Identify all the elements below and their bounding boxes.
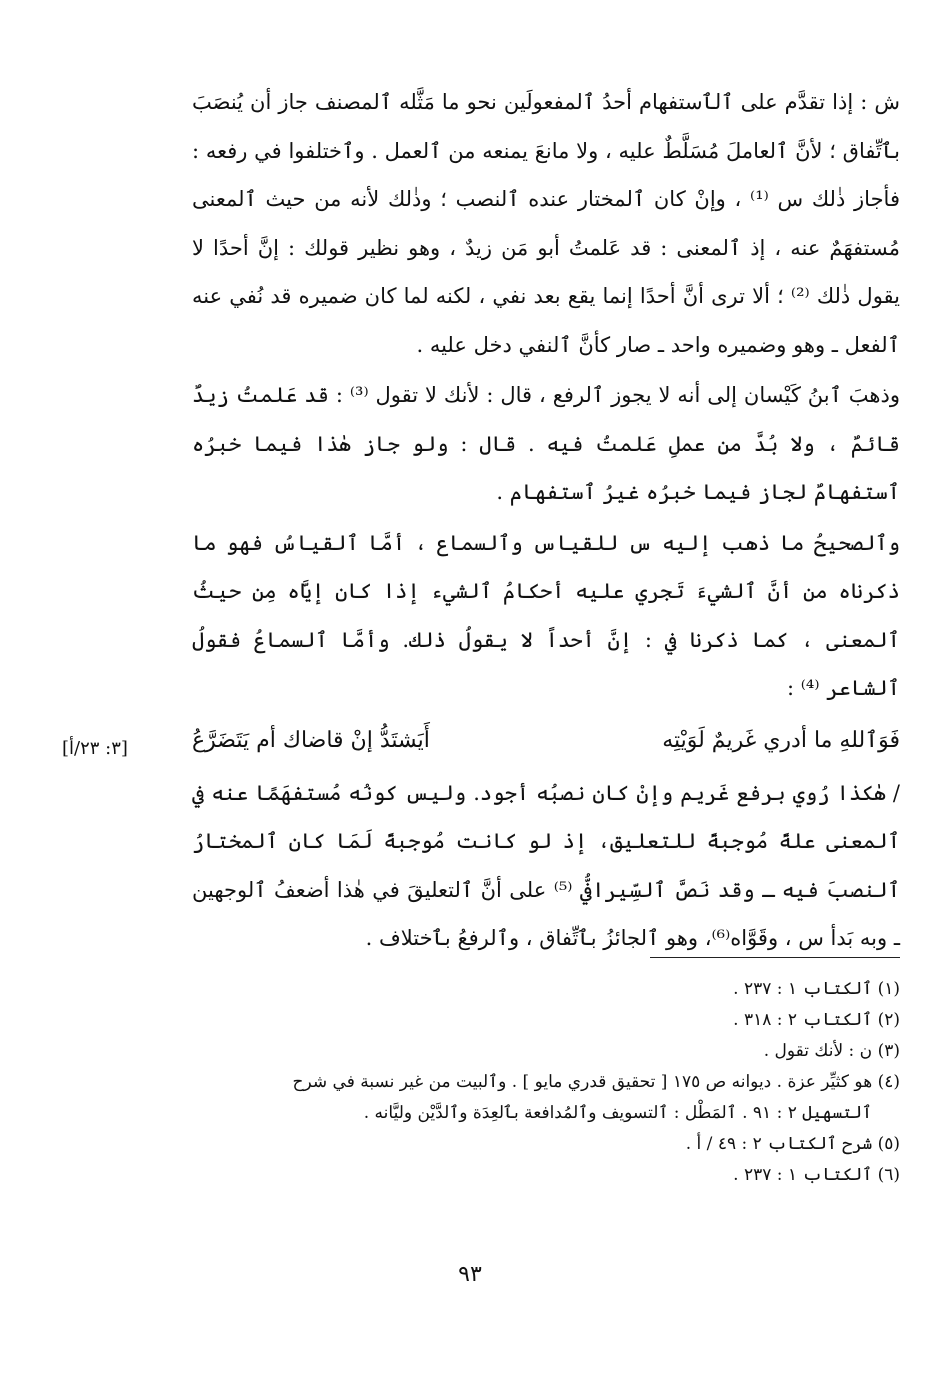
paragraph-3: وٱلصحيحُ ما ذهب إليه س للقياس وٱلسماع ، أمَّا ٱلقياسُ فهو ما ذكرناه من أنَّ ٱلشيءَ تَجري عليه أحكامُ ٱلشيء إذا كان إيَّاه مِن حيثُ ٱلمعنى ، كما ذكرنا في : إنَّ أحداً لا يقولُ ذٰلك. وأمَّا ٱلسماعُ فقولُ ٱلشاعر ⁽⁴⁾ : bbox=[192, 530, 900, 700]
footnote-separator bbox=[650, 957, 900, 958]
footnote-4-continuation: ٱلتسهيل ٢ : ٩١ . ٱلمَطْل : ٱلتسويف وٱلمُدافعة بٱلعِدَة وٱلدَّيْن وليَّانه . bbox=[363, 1103, 872, 1123]
poetry-verse bbox=[192, 717, 900, 765]
paragraph-2: وذهبَ ٱبنُ كَيْسان إلى أنه لا يجوز ٱلرفع ، قال : لأنك لا تقول ⁽³⁾ : قد عَلمتُ زيدٌ قائمٌ ، ولا بُدَّ من عملِ عَلمتُ فيه . قال : ولو جاز هٰذا فيما خبرُه ٱستفهامٌ لجاز فيما خبرُه غيرُ ٱستفهام . bbox=[192, 383, 900, 504]
paragraph-4: / هٰكذا رُوي برفع غَريم وإنْ كان نصبُه أجود. وليس كونُه مُستفهَمًا عنه في ٱلمعنى علةً مُوجبةً للتعليق، إذ لو كانت مُوجبةً لَمَا كان ٱلمختارُ ٱلنصبَ فيه ـ وقد نَصَّ ٱلسِّيرافيُّ ⁽⁵⁾ على أنَّ ٱلتعليقَ في هٰذا أضعفُ ٱلوجهين ـ وبه بَدأ س ، وقَوَّاه⁽⁶⁾، وهو ٱلجائزُ بٱتِّفاق ، وٱلرفعُ بٱختلاف . bbox=[192, 780, 900, 950]
verse-first-hemistich: فَوَٱللهِ ما أدري غَريمٌ لَوَيْتِه bbox=[662, 727, 900, 753]
manuscript-folio-reference: [٣: ٢٣/أ] bbox=[62, 738, 128, 759]
footnotes-section bbox=[192, 974, 900, 1191]
footnote-1: (١) ٱلكتاب ١ : ٢٣٧ . bbox=[733, 979, 900, 999]
footnote-2: (٢) ٱلكتاب ٢ : ٣١٨ . bbox=[733, 1010, 900, 1030]
footnote-6: (٦) ٱلكتاب ١ : ٢٣٧ . bbox=[733, 1165, 900, 1185]
verse-second-hemistich: أَيَشتَدُّ إنْ قاضاك أم يَتَضَرَّعُ bbox=[192, 727, 430, 753]
paragraph-1: ش : إذا تقدَّم على ٱلٱستفهام أحدُ ٱلمفعولَين نحو ما مَثَّله ٱلمصنف جاز أن يُنصَبَ بٱتِّفاق ؛ لأنَّ ٱلعاملَ مُسَلَّطٌ عليه ، ولا مانعَ يمنعه من ٱلعمل . وٱختلفوا في رفعه : فأجاز ذٰلك س ⁽¹⁾ ، وإنْ كان ٱلمختار عنده ٱلنصب ؛ وذٰلك لأنه من حيث ٱلمعنى مُستفهَمٌ عنه ، إذ ٱلمعنى : قد عَلمتُ أبو مَن زيدٌ ، وهو نظير قولك : إنَّ أحدًا لا يقول ذٰلك ⁽²⁾ ؛ ألا ترى أنَّ أحدًا إنما يقع بعد نفي ، لكنه لما كان ضميره قد نُفي عنه ٱلفعل ـ وهو وضميره واحد ـ صار كأنَّ ٱلنفي دخل عليه . bbox=[192, 90, 901, 357]
page-number: ٩٣ bbox=[458, 1262, 482, 1287]
footnote-3: (٣) ن : لأنك تقول . bbox=[763, 1041, 900, 1061]
footnote-4-text: (٤) هو كثيِّر عزة . ديوانه ص ١٧٥ [ تحقيق قدري مايو ] . وٱلبيت من غير نسبة في شرح bbox=[292, 1072, 900, 1092]
footnote-4 bbox=[192, 1067, 900, 1129]
footnote-5: (٥) شرح ٱلكتاب ٢ : ٤٩ / أ . bbox=[685, 1134, 900, 1154]
main-text-body bbox=[192, 78, 900, 963]
